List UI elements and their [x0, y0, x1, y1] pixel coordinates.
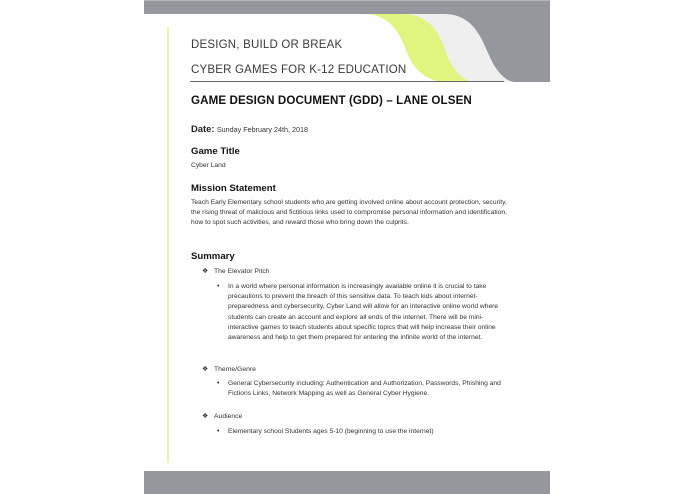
summary-item-bullet [217, 379, 508, 399]
summary-item-elevator-pitch [202, 267, 270, 275]
date-line [191, 123, 308, 134]
diamond-bullet-icon: ❖ [202, 366, 209, 373]
summary-item-bullet [217, 427, 508, 437]
document-page [144, 0, 550, 494]
diamond-bullet-icon: ❖ [202, 268, 209, 275]
bullet-text: In a world where personal information is increasingly available online it is crucial to take precautions to prevent the breach of this sensitive data. To teach kids about internet-preparedness and cybersecurity, Cyber Land will allow for an interactive online world where students can create an account and explore all ends of the internet. There will be mini-interactive games to teach students about specific topics that will help increase their online awareness and help to get them prepared for entering the infinite world of the internet. [228, 283, 499, 342]
summary-item-label: The Elevator Pitch [214, 268, 270, 275]
header-line-2: CYBER GAMES FOR K-12 EDUCATION [191, 64, 407, 76]
bullet-icon: • [217, 428, 220, 435]
game-title-value: Cyber Land [191, 162, 226, 169]
bullet-icon: • [217, 380, 220, 387]
summary-item-audience [202, 412, 242, 420]
left-accent-line [167, 27, 169, 463]
header-divider [190, 81, 504, 82]
summary-item-label: Audience [214, 413, 243, 420]
bullet-icon: • [217, 283, 220, 290]
summary-item-theme-genre [202, 365, 256, 373]
header-line-1: DESIGN, BUILD OR BREAK [191, 39, 343, 51]
summary-heading: Summary [191, 251, 235, 262]
summary-item-label: Theme/Genre [214, 366, 256, 373]
diamond-bullet-icon: ❖ [202, 413, 209, 420]
mission-text: Teach Early Elementary school students who are getting involved online about account protection, security, the rising threat of malicious and fictitious links used to compromise personal information and identification, how to spot such activities, and reward those who bring down the culprits. [191, 199, 507, 226]
bullet-text: Elementary school Students ages 5-10 (beginning to use the internet) [228, 428, 434, 435]
summary-item-bullet [217, 282, 508, 343]
footer-banner [144, 471, 550, 494]
game-title-heading: Game Title [191, 146, 240, 157]
mission-heading: Mission Statement [191, 183, 276, 194]
document-title: GAME DESIGN DOCUMENT (GDD) – LANE OLSEN [191, 94, 472, 107]
date-value: Sunday February 24th, 2018 [216, 125, 308, 134]
bullet-text: General Cybersecurity including: Authentication and Authorization, Passwords, Phishing and Fictions Links, Network Mapping as well as General Cyber Hygiene. [228, 380, 501, 398]
date-label: Date: [191, 123, 215, 134]
